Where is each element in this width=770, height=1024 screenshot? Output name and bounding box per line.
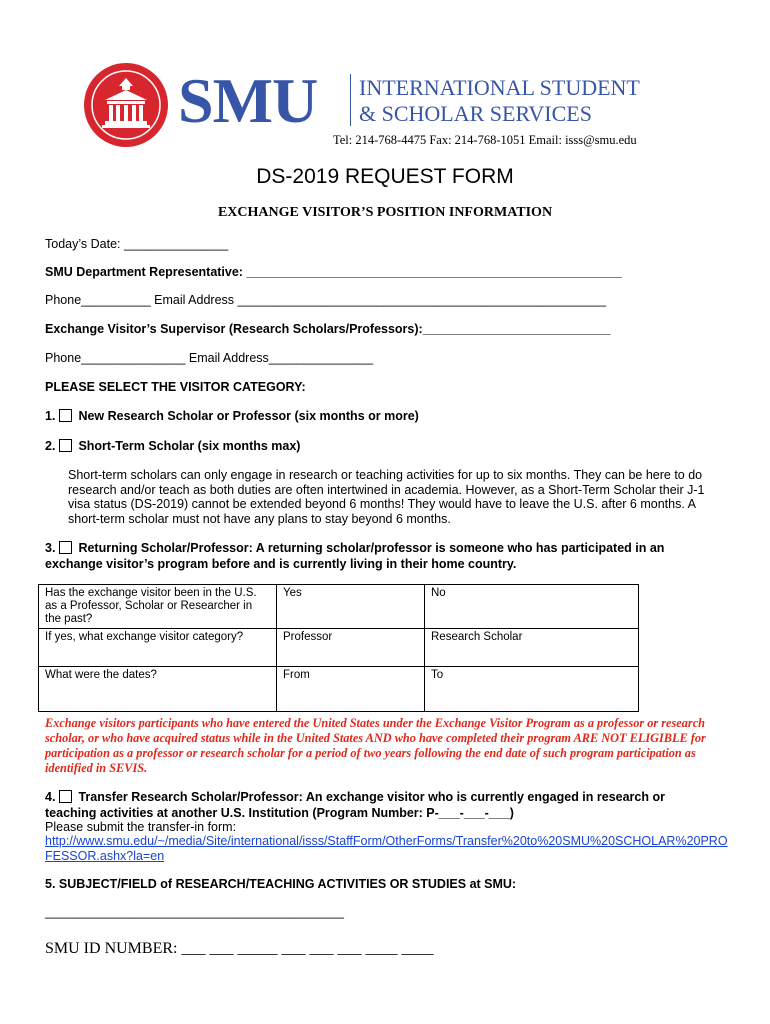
option-2-label: Short-Term Scholar (six months max) [78,439,301,453]
table-cell[interactable]: Professor [277,629,425,667]
option-4 [45,789,695,821]
table-row [39,629,639,667]
option-2-number: 2. [45,439,56,453]
table-row [39,585,639,629]
table-cell[interactable]: From [277,667,425,712]
visitor-history-table [38,584,639,712]
option-4-label: Transfer Research Scholar/Professor: An exchange visitor who is currently engaged in research or teaching activities at another U.S. Institution (Program Number: P-___-___-___) [45,790,665,820]
phone-email-field-2[interactable]: Phone_______________ Email Address_______________ [45,351,374,365]
phone-email-field-1[interactable]: Phone__________ Email Address _____________________________________________________ [45,293,606,307]
table-cell: What were the dates? [39,667,277,712]
option-4-checkbox[interactable] [59,790,72,803]
smu-id-field[interactable]: SMU ID NUMBER: ___ ___ _____ ___ ___ ___ ____ ____ [45,940,434,957]
option-4-number: 4. [45,790,56,804]
table-cell: If yes, what exchange visitor category? [39,629,277,667]
dept-rep-field[interactable]: SMU Department Representative: ______________________________________________________ [45,265,622,279]
todays-date-field[interactable]: Today’s Date: _______________ [45,237,229,251]
table-cell[interactable]: Yes [277,585,425,629]
form-title: DS-2019 REQUEST FORM [256,165,514,188]
supervisor-field[interactable]: Exchange Visitor’s Supervisor (Research Scholars/Professors):___________________________ [45,322,611,336]
table-cell: Has the exchange visitor been in the U.S. as a Professor, Scholar or Researcher in the past? [39,585,277,629]
transfer-form-link[interactable]: http://www.smu.edu/~/media/Site/international/isss/StaffForm/OtherForms/Transfer%20to%20SMU%20SCHOLAR%20PROFESSOR.ashx?la=en [45,834,728,863]
smu-wordmark: SMU [178,65,318,136]
select-category-heading: PLEASE SELECT THE VISITOR CATEGORY: [45,380,306,394]
subject-field-heading: 5. SUBJECT/FIELD of RESEARCH/TEACHING ACTIVITIES OR STUDIES at SMU: [45,877,517,891]
option-1-number: 1. [45,409,56,423]
section-title: EXCHANGE VISITOR’S POSITION INFORMATION [217,205,553,220]
eligibility-warning: Exchange visitors participants who have entered the United States under the Exchange Visitor Program as a professor or research scholar, or who have acquired status while in the United States AND who have completed their program ARE NOT ELIGIBLE for participation as a professor or research scholar for a period of two years following the end date of such program participation as identified in SEVIS. [45,716,706,775]
option-1 [45,409,419,423]
option-3-number: 3. [45,541,56,555]
dept-name-line1: INTERNATIONAL STUDENT [359,75,640,100]
transfer-note: Please submit the transfer-in form: [45,820,237,834]
option-2-checkbox[interactable] [59,439,72,452]
contact-info: Tel: 214-768-4475 Fax: 214-768-1051 Email: isss@smu.edu [333,133,637,147]
option-3-checkbox[interactable] [59,541,72,554]
table-row [39,667,639,712]
table-cell[interactable]: No [425,585,639,629]
option-2-description: Short-term scholars can only engage in research or teaching activities for up to six months. They can be here to do research and/or teach as both duties are often intertwined in academia. However, as a Short-Term Scholar their J-1 visa status (DS-2019) cannot be extended beyond 6 months! They would have to leave the U.S. after 6 months. A short-term scholar must not have any plans to stay beyond 6 months. [68,468,705,526]
table-cell[interactable]: Research Scholar [425,629,639,667]
dept-name-line2: & SCHOLAR SERVICES [359,101,592,126]
option-1-label: New Research Scholar or Professor (six months or more) [78,409,419,423]
option-1-checkbox[interactable] [59,409,72,422]
table-cell[interactable]: To [425,667,639,712]
option-3 [45,540,695,572]
subject-field-line[interactable]: ___________________________________________ [45,905,344,919]
smu-seal-logo [83,62,169,148]
option-3-label: Returning Scholar/Professor: A returning scholar/professor is someone who has participated in an exchange visitor’s program before and is currently living in their home country. [45,541,665,571]
option-2 [45,439,300,453]
header-divider [350,74,351,126]
